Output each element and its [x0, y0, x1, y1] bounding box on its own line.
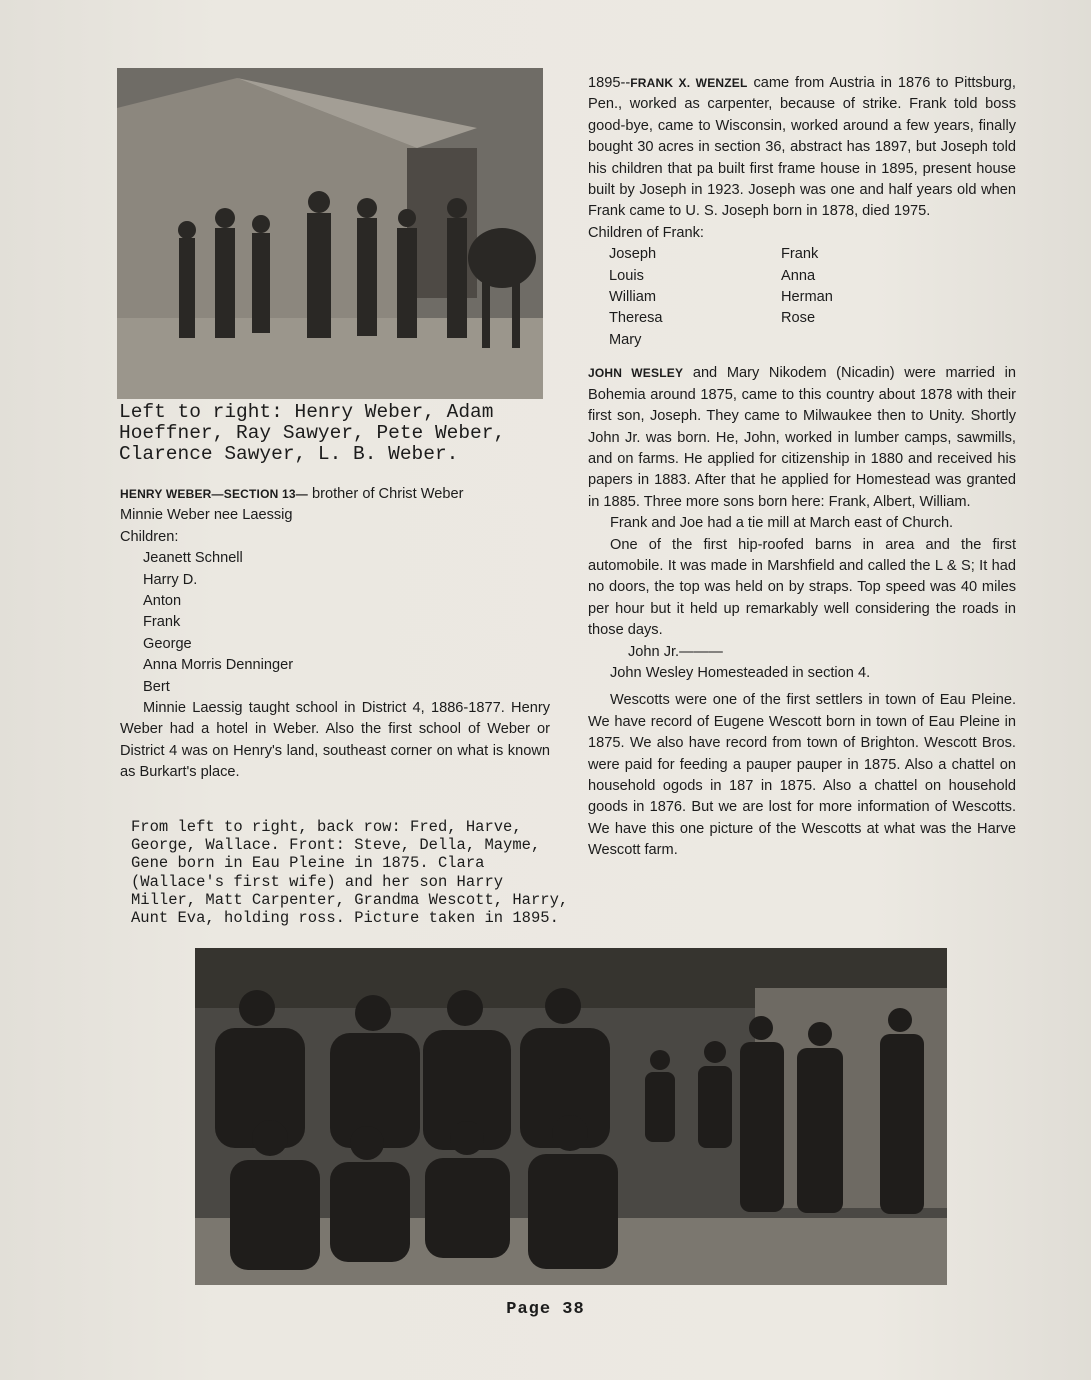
weber-child: Anton	[143, 593, 182, 610]
weber-child: George	[143, 635, 192, 652]
wesley-tie-mill: Frank and Joe had a tie mill at March east of Church.	[610, 515, 954, 532]
top-photo-caption: Left to right: Henry Weber, Adam Hoeffner, Ray Sawyer, Pete Weber, Clarence Sawyer, L. B. Weber.	[119, 401, 506, 465]
weber-child: Frank	[143, 614, 181, 631]
weber-children-label: Children:	[120, 528, 179, 545]
wenzel-child	[781, 330, 981, 351]
weber-paragraph: Minnie Laessig taught school in District 4, 1886-1877. Henry Weber had a hotel in Weber. Also the first school of Weber or District 4 was on Henry's land, southeast corner on what is known as Burkart's place.	[120, 700, 550, 781]
wenzel-children-label: Children of Frank:	[588, 224, 704, 241]
wesley-junior: John Jr.———	[628, 643, 723, 660]
wesley-homestead: John Wesley Homesteaded in section 4.	[610, 664, 871, 681]
wenzel-child: Herman	[781, 289, 833, 306]
wesley-paragraph	[588, 363, 1016, 513]
wesley-barns: One of the first hip-roofed barns in area and the first automobile. It was made in Marshfield and called the L & S; It had no doors, the top was held on by straps. Top speed was 40 miles per hour but it held up remarkably well considering the roads in those days.	[588, 536, 1016, 639]
photo-log-house-group	[117, 68, 543, 399]
henry-weber-section	[120, 484, 550, 784]
wenzel-child: Joseph	[609, 246, 657, 263]
photo-wescott-family	[195, 948, 947, 1285]
wenzel-child: William	[609, 289, 657, 306]
wenzel-child: Theresa	[609, 310, 663, 327]
wesley-text: and Mary Nikodem (Nicadin) were married in Bohemia around 1875, came to this country about 1878 with their first son, Joseph. They came to Milwaukee then to Unity. Shortly John Jr. was born. He, John, worked in lumber camps, sawmills, and on farms. He applied for citizenship in 1880 and received his papers in 1883. After that he applied for Homestead was granted in 1885. Three more sons born here: Frank, Albert, William.	[588, 365, 1016, 510]
wenzel-child: Mary	[609, 331, 642, 348]
wenzel-child: Anna	[781, 267, 816, 284]
wenzel-child: Louis	[609, 267, 644, 284]
wenzel-children-grid	[588, 244, 1016, 351]
weber-child: Jeanett Schnell	[143, 550, 243, 567]
weber-heading-caps: HENRY WEBER—SECTION 13—	[120, 487, 308, 501]
weber-spouse: Minnie Weber nee Laessig	[120, 507, 293, 524]
wescott-paragraph: Wescotts were one of the first settlers in town of Eau Pleine. We have record of Eugene Wescott born in town of Eau Pleine in 1875. We also have record from town of Brighton. Wescott Bros. were paid for feeding a pauper pauper in 1875. Also a chattel on household ogods in 187 in 1875. Also a chattel on household goods in 1876. But we are lost for more information of Wescotts. We have this one picture of the Wescotts at what was the Harve Wescott farm.	[588, 692, 1016, 859]
weber-child: Bert	[143, 678, 170, 695]
right-column	[588, 73, 1016, 862]
wenzel-text: came from Austria in 1876 to Pittsburg, Pen., worked as carpenter, because of strike. Frank told boss good-bye, came to Wisconsin, worked around a few years, finally bought 30 acres in section 36, abstract has 1897, but Joseph told his children that pa built first frame house in 1895, present house built by Joseph in 1923. Joseph was one and half years old when Frank came to U. S. Joseph born in 1878, died 1975.	[588, 75, 1016, 220]
wenzel-paragraph	[588, 73, 1016, 223]
page-number: Page 38	[506, 1300, 585, 1319]
weber-child: Harry D.	[143, 571, 198, 588]
wenzel-name: FRANK X. WENZEL	[630, 76, 748, 90]
spacer	[588, 351, 1016, 363]
wesley-name: JOHN WESLEY	[588, 366, 684, 381]
bottom-photo-caption: From left to right, back row: Fred, Harve, George, Wallace. Front: Steve, Della, Mayme, Gene born in Eau Pleine in 1875. Clara (Wallace's first wife) and her son Harry Miller, Matt Carpenter, Grandma Wescott, Harry, Aunt Eva, holding ross. Picture taken in 1895.	[131, 818, 569, 928]
weber-child: Anna Morris Denninger	[143, 657, 294, 674]
weber-heading-rest: brother of Christ Weber	[312, 486, 464, 502]
wenzel-year: 1895--	[588, 75, 631, 91]
weber-heading	[120, 484, 550, 505]
wenzel-child: Rose	[781, 310, 816, 327]
wenzel-child: Frank	[781, 246, 819, 263]
